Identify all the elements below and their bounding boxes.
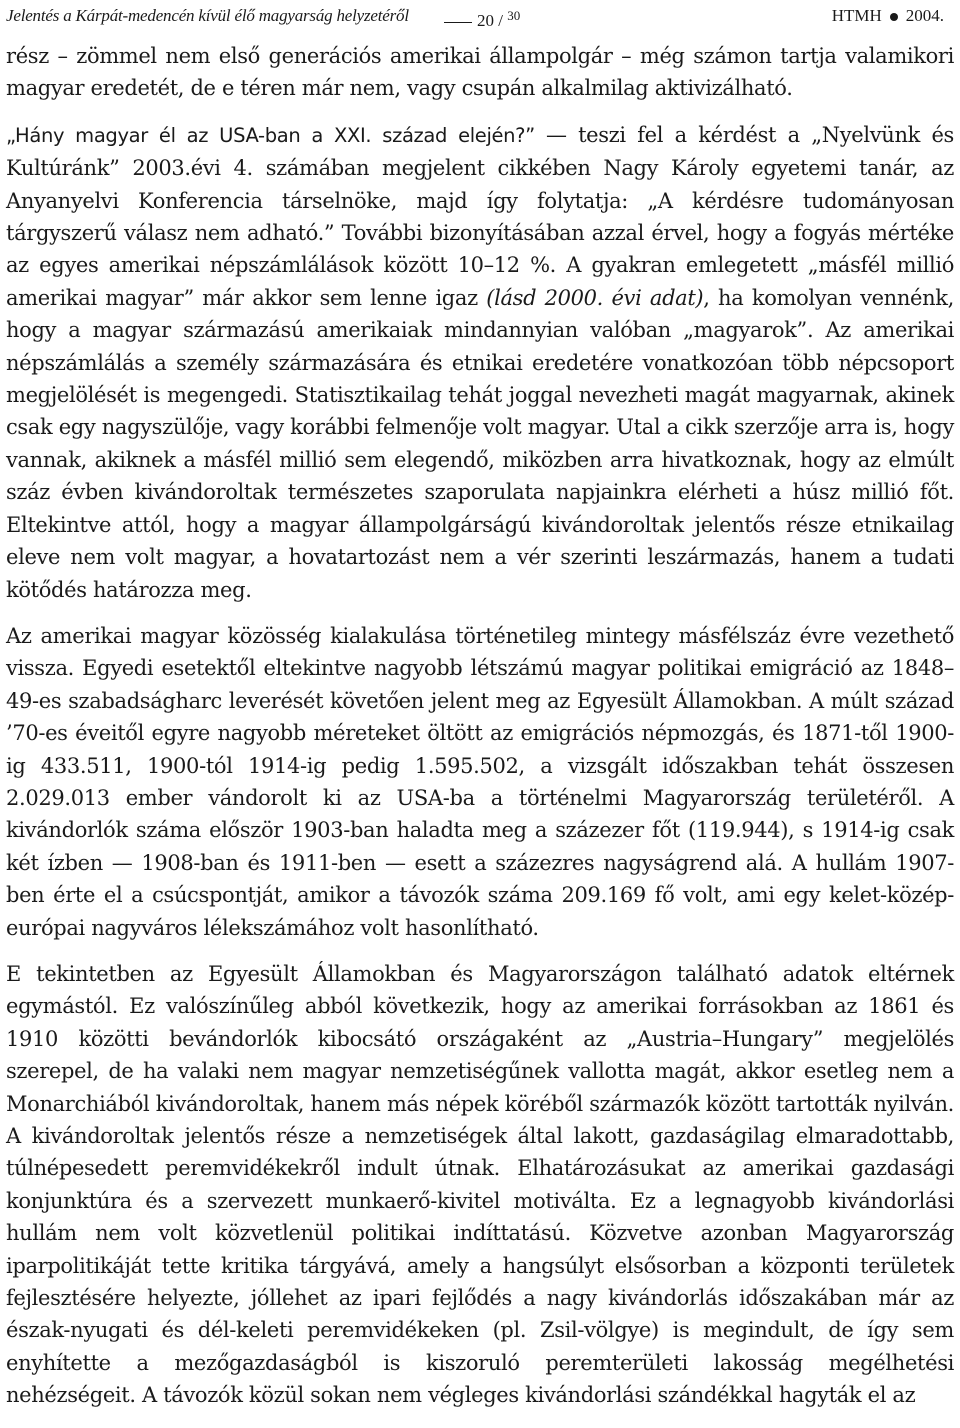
year: 2004. (905, 6, 944, 25)
paragraph (6, 40, 954, 105)
paragraph (6, 620, 954, 944)
paragraph (6, 119, 954, 606)
text-run: — teszi fel a kérdést a „Nyelvünk és Kultúránk” 2003.évi 4. számában megjelent cikkében Nagy Károly egyetemi tanár, az Anyanyelvi Konferencia társelnöke, majd így folytatja: „A kérdésre tudományosan tárgyszerű válasz nem adható.” További bizonyításában azzal érvel, hogy a fogyás mértéke az egyes amerikai népszámlálások között 10–12 %. A gyakran emlegetett „másfél millió amerikai magyar” már akkor sem lenne igaz (6, 122, 954, 310)
page-total: 30 (507, 8, 521, 23)
bullet-icon (890, 13, 898, 21)
quoted-question: „Hány magyar él az USA-ban a XXI. század elején?” (6, 123, 546, 147)
text-run: , ha komolyan vennénk, hogy a magyar származású amerikaiak mindannyian valóban „magyarok”. Az amerikai népszámlálás a személy származására és etnikai eredetére vonatkozóan több népcsoport megjelölését is megengedi. Statisztikailag tehát joggal nevezheti magát magyarnak, akinek csak egy nagyszülője, vagy korábbi felmenője volt magyar. Utal a cikk szerzője arra is, hogy vannak, akiknek a másfél millió sem elegendő, miközben arra hivatkoznak, hogy az elmúlt száz évben kivándoroltak természetes szaporulata napjainkra elérheti a húsz millió főt. Eltekintve attól, hogy a magyar állampolgárságú kivándoroltak jelentős része etnikailag eleve nem volt magyar, a hovatartozást nem a vér szerinti leszármazás, hanem a tudati kötődés határozza meg. (6, 285, 954, 602)
text-run: E tekintetben az Egyesült Államokban és Magyarországon található adatok eltérnek egymástól. Ez valószínűleg abból következik, hogy az amerikai forrásokban az 1861 és 1910 közötti bevándorlók kibocsátó országaként az „Austria–Hungary” megjelölés szerepel, de ha valaki nem magyar nemzetiségűnek vallotta magát, akkor esetleg nem a Monarchiából kivándoroltak, hanem más népek köréből származók között tartották nyilván. A kivándoroltak jelentős része a nemzetiségek által lakott, gazdaságilag elmaradottabb, túlnépesedett peremvidékekről indult útnak. Elhatározásukat az amerikai gazdasági konjunktúra és a szervezett munkaerő-kivitel motiválta. Ez a legnagyobb kivándorlási hullám nem volt közvetlenül politikai indíttatású. Közvetve azonban Magyarország iparpolitikáját tette kritika tárgyává, amely a hangsúlyt elsősorban a központi területek fejlesztésére helyezte, jóllehet az ipari fejlődés a nagy kivándorlás időszakában már az észak-nyugati és dél-keleti peremvidékeken (pl. Zsil-völgye) is megindult, de így sem enyhítette a mezőgazdaságból is kiszoruló peremterületi lakosság megélhetési nehézségeit. A távozók közül sokan nem végleges kivándorlási szándékkal hagyták el az (6, 961, 954, 1408)
document-body (6, 40, 954, 1412)
running-title: Jelentés a Kárpát-medencén kívül élő magyarság helyzetéről (6, 6, 409, 25)
italic-run: (lásd 2000. évi adat) (486, 285, 704, 310)
publisher-info (832, 4, 944, 28)
header-rule (444, 22, 472, 23)
publisher: HTMH (831, 6, 882, 25)
paragraph (6, 958, 954, 1412)
page-number: 20 (477, 11, 494, 30)
running-header (6, 4, 954, 30)
page-indicator: 20 / $^{30}$ (444, 4, 524, 33)
text-run: Az amerikai magyar közösség kialakulása történetileg mintegy másfélszáz évre vezethető vissza. Egyedi esetektől eltekintve nagyobb létszámú magyar politikai emigráció az 1848–49-es szabadságharc leverését követően jelent meg az Egyesült Államokban. A múlt század ’70-es éveitől egyre nagyobb méreteket öltött az emigrációs népmozgás, és 1871-től 1900-ig 433.511, 1900-tól 1914-ig pedig 1.595.502, a vizsgált időszakban tehát összesen 2.029.013 ember vándorolt ki az USA-ba a történelmi Magyarország területéről. A kivándorlók száma először 1903-ban haladta meg a százezer főt (119.944), s 1914-ig csak két ízben — 1908-ban és 1911-ben — esett a százezres nagyságrend alá. A hullám 1907-ben érte el a csúcspontját, amikor a távozók száma 209.169 fő volt, ami egy kelet-közép-európai nagyváros lélekszámához volt hasonlítható. (6, 623, 954, 940)
text-run: rész – zömmel nem első generációs amerikai állampolgár – még számon tartja valamikori magyar eredetét, de e téren már nem, vagy csupán alkalmilag aktivizálható. (6, 44, 954, 101)
